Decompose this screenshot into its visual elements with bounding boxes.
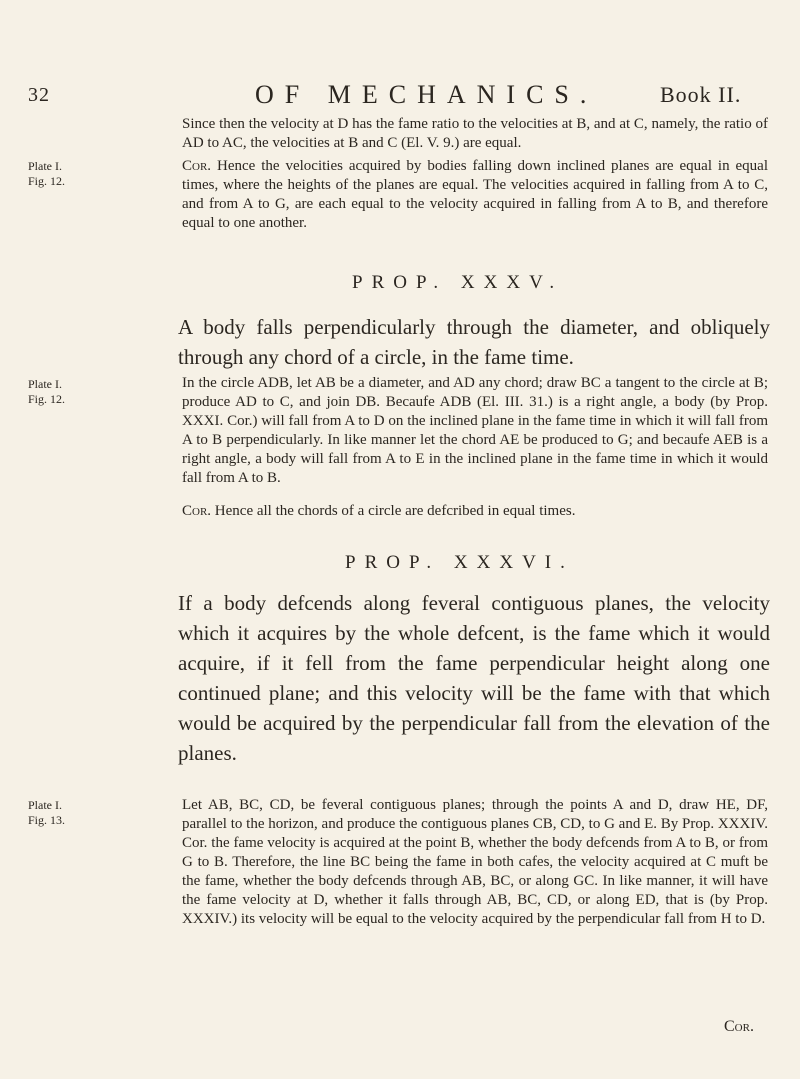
page-number: 32 bbox=[28, 84, 50, 106]
prop-35-statement: A body falls perpendicularly through the diameter, and obliquely through any chord of a circle, in the fame time. bbox=[178, 315, 770, 369]
margin-plate: Plate I. bbox=[28, 159, 62, 173]
corollary-paragraph bbox=[182, 157, 768, 233]
margin-fig: Fig. 13. bbox=[28, 813, 66, 827]
corollary-label: Cor. bbox=[182, 503, 212, 519]
catchword: Cor. bbox=[724, 1018, 754, 1035]
prop-36-proof: Let AB, BC, CD, be feveral contiguous planes; through the points A and D, draw HE, DF, parallel to the horizon, and produce the contiguous planes CB, CD, to G and E. By Prop. XXXIV. Cor. the fame velocity is acquired at the point B, whether the body defcends from A to B, or from G to B. Therefore, the line BC being the fame in both cafes, the velocity acquired at C muft be the fame, whether the body defcends through AB, BC, or along GC. In like manner, it will have the fame velocity at D, whether it falls through AB, BC, CD, or along ED, that is (by Prop. XXXIV.) its velocity will be equal to the velocity acquired by the perpendicular fall from H to D. bbox=[182, 797, 768, 927]
intro-paragraph: Since then the velocity at D has the fame ratio to the velocities at B, and at C, namely, the ratio of AD to AC, the velocities at B and C (El. V. 9.) are equal. bbox=[182, 116, 768, 151]
margin-plate: Plate I. bbox=[28, 798, 62, 812]
margin-plate: Plate I. bbox=[28, 377, 62, 391]
margin-fig: Fig. 12. bbox=[28, 392, 66, 406]
running-title: OF MECHANICS. bbox=[255, 80, 598, 109]
book-label: Book II. bbox=[660, 82, 742, 107]
prop-35-proof: In the circle ADB, let AB be a diameter, and AD any chord; draw BC a tangent to the circle at B; produce AD to C, and join DB. Becaufe ADB (El. III. 31.) is a right angle, a body (by Prop. XXXI. Cor.) will fall from A to D on the inclined plane in the fame time in which it will fall from A to B perpendicularly. In like manner let the chord AE be produced to G; and becaufe AEB is a right angle, a body will fall from A to E in the inclined plane in the fame time in which it would fall from A to B. bbox=[182, 375, 768, 486]
prop-36-statement: If a body defcends along feveral contiguous planes, the velocity which it acquires by the whole defcent, is the fame which it would acquire, if it fell from the fame perpendicular height along one continued plane; and this velocity will be the fame with that which would be acquired by the perpendicular fall from the elevation of the planes. bbox=[178, 591, 770, 765]
corollary-text: Hence the velocities acquired by bodies falling down inclined planes are equal in equal times, where the heights of the planes are equal. The velocities acquired in falling from A to C, and from A to G, are each equal to the velocity acquired in falling from A to B, and therefore equal to one another. bbox=[182, 158, 769, 231]
margin-fig: Fig. 12. bbox=[28, 174, 66, 188]
prop-35-corollary bbox=[182, 502, 768, 521]
prop-35-heading: PROP. XXXV. bbox=[352, 272, 564, 293]
margin-note-prop35 bbox=[28, 377, 76, 407]
prop-36-heading: PROP. XXXVI. bbox=[345, 552, 574, 573]
margin-note-cor1 bbox=[28, 159, 76, 189]
corollary-text: Hence all the chords of a circle are defcribed in equal times. bbox=[214, 503, 576, 519]
corollary-label: Cor. bbox=[182, 158, 212, 174]
margin-note-prop36 bbox=[28, 798, 76, 828]
